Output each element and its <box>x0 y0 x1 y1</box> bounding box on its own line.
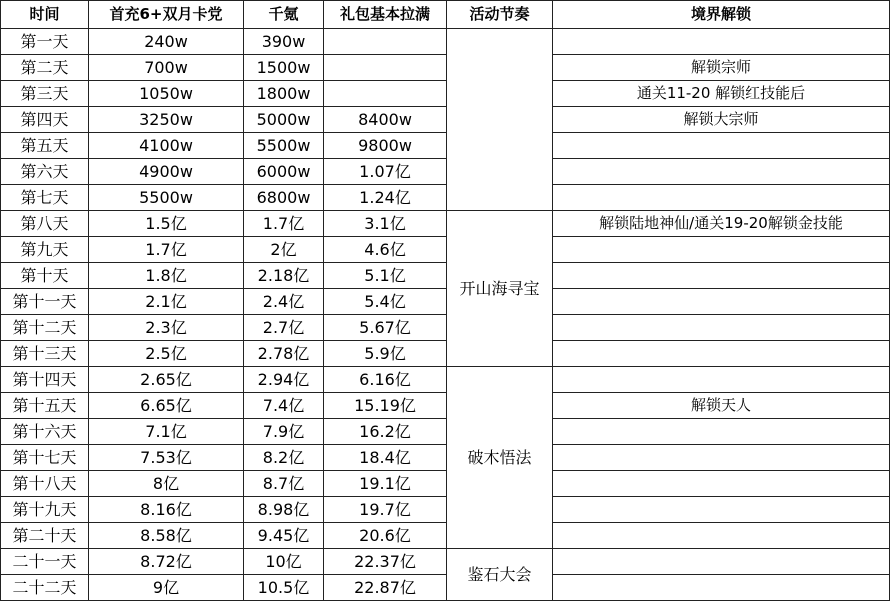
day-cell: 第九天 <box>1 237 89 263</box>
gift-pack-cell <box>324 29 447 55</box>
table-row <box>1 29 890 55</box>
realm-unlock-cell <box>553 419 890 445</box>
thousand-spend-cell: 2.94亿 <box>244 367 324 393</box>
gift-pack-cell: 20.6亿 <box>324 523 447 549</box>
day-cell: 第十天 <box>1 263 89 289</box>
first-charge-cell: 1050w <box>89 81 244 107</box>
thousand-spend-cell: 1.7亿 <box>244 211 324 237</box>
realm-unlock-cell <box>553 445 890 471</box>
gift-pack-cell: 22.37亿 <box>324 549 447 575</box>
table-row <box>1 263 890 289</box>
gift-pack-cell: 18.4亿 <box>324 445 447 471</box>
header-row <box>1 1 890 29</box>
realm-unlock-cell: 解锁天人 <box>553 393 890 419</box>
header-gift-pack-max: 礼包基本拉满 <box>324 1 447 29</box>
day-cell: 第十八天 <box>1 471 89 497</box>
thousand-spend-cell: 7.4亿 <box>244 393 324 419</box>
table-row <box>1 523 890 549</box>
day-cell: 第十四天 <box>1 367 89 393</box>
first-charge-cell: 240w <box>89 29 244 55</box>
gift-pack-cell: 3.1亿 <box>324 211 447 237</box>
table-row <box>1 159 890 185</box>
day-cell: 第十三天 <box>1 341 89 367</box>
first-charge-cell: 1.7亿 <box>89 237 244 263</box>
gift-pack-cell: 22.87亿 <box>324 575 447 601</box>
thousand-spend-cell: 2.18亿 <box>244 263 324 289</box>
thousand-spend-cell: 5500w <box>244 133 324 159</box>
day-cell: 第一天 <box>1 29 89 55</box>
table-row <box>1 471 890 497</box>
thousand-spend-cell: 9.45亿 <box>244 523 324 549</box>
table-row <box>1 185 890 211</box>
day-cell: 第十七天 <box>1 445 89 471</box>
realm-unlock-cell <box>553 549 890 575</box>
realm-unlock-cell <box>553 185 890 211</box>
header-first-charge: 首充6+双月卡党 <box>89 1 244 29</box>
day-cell: 第三天 <box>1 81 89 107</box>
first-charge-cell: 700w <box>89 55 244 81</box>
realm-unlock-cell: 解锁大宗师 <box>553 107 890 133</box>
thousand-spend-cell: 1800w <box>244 81 324 107</box>
gift-pack-cell: 16.2亿 <box>324 419 447 445</box>
table-row <box>1 341 890 367</box>
thousand-spend-cell: 8.7亿 <box>244 471 324 497</box>
thousand-spend-cell: 8.2亿 <box>244 445 324 471</box>
thousand-spend-cell: 2.7亿 <box>244 315 324 341</box>
realm-unlock-cell <box>553 341 890 367</box>
gift-pack-cell: 5.9亿 <box>324 341 447 367</box>
thousand-spend-cell: 390w <box>244 29 324 55</box>
first-charge-cell: 7.53亿 <box>89 445 244 471</box>
day-cell: 第十九天 <box>1 497 89 523</box>
realm-unlock-cell: 解锁宗师 <box>553 55 890 81</box>
header-realm-unlock: 境界解锁 <box>553 1 890 29</box>
thousand-spend-cell: 2.78亿 <box>244 341 324 367</box>
table-row <box>1 107 890 133</box>
gift-pack-cell: 8400w <box>324 107 447 133</box>
first-charge-cell: 7.1亿 <box>89 419 244 445</box>
header-thousand-spend: 千氪 <box>244 1 324 29</box>
day-cell: 二十二天 <box>1 575 89 601</box>
gift-pack-cell: 19.7亿 <box>324 497 447 523</box>
realm-unlock-cell <box>553 523 890 549</box>
first-charge-cell: 3250w <box>89 107 244 133</box>
realm-unlock-cell: 通关11-20 解锁红技能后 <box>553 81 890 107</box>
table-row <box>1 445 890 471</box>
thousand-spend-cell: 6800w <box>244 185 324 211</box>
gift-pack-cell: 15.19亿 <box>324 393 447 419</box>
realm-unlock-cell <box>553 159 890 185</box>
first-charge-cell: 9亿 <box>89 575 244 601</box>
day-cell: 第二天 <box>1 55 89 81</box>
gift-pack-cell: 5.4亿 <box>324 289 447 315</box>
table-row <box>1 575 890 601</box>
first-charge-cell: 6.65亿 <box>89 393 244 419</box>
realm-unlock-cell <box>553 133 890 159</box>
first-charge-cell: 2.65亿 <box>89 367 244 393</box>
gift-pack-cell: 1.07亿 <box>324 159 447 185</box>
event-cell: 开山海寻宝 <box>447 211 553 367</box>
table-row <box>1 55 890 81</box>
gift-pack-cell <box>324 81 447 107</box>
realm-unlock-cell <box>553 471 890 497</box>
gift-pack-cell: 5.67亿 <box>324 315 447 341</box>
first-charge-cell: 2.5亿 <box>89 341 244 367</box>
table-row <box>1 289 890 315</box>
table-row <box>1 211 890 237</box>
day-cell: 第二十天 <box>1 523 89 549</box>
realm-unlock-cell <box>553 237 890 263</box>
realm-unlock-cell <box>553 315 890 341</box>
first-charge-cell: 5500w <box>89 185 244 211</box>
first-charge-cell: 1.8亿 <box>89 263 244 289</box>
first-charge-cell: 4100w <box>89 133 244 159</box>
event-cell: 鉴石大会 <box>447 549 553 601</box>
day-cell: 第十二天 <box>1 315 89 341</box>
table-row <box>1 237 890 263</box>
first-charge-cell: 1.5亿 <box>89 211 244 237</box>
thousand-spend-cell: 10亿 <box>244 549 324 575</box>
gift-pack-cell: 19.1亿 <box>324 471 447 497</box>
first-charge-cell: 2.1亿 <box>89 289 244 315</box>
thousand-spend-cell: 6000w <box>244 159 324 185</box>
realm-unlock-cell <box>553 497 890 523</box>
realm-unlock-cell <box>553 575 890 601</box>
header-event-schedule: 活动节奏 <box>447 1 553 29</box>
thousand-spend-cell: 7.9亿 <box>244 419 324 445</box>
gift-pack-cell: 5.1亿 <box>324 263 447 289</box>
gift-pack-cell: 1.24亿 <box>324 185 447 211</box>
table-row <box>1 497 890 523</box>
thousand-spend-cell: 5000w <box>244 107 324 133</box>
day-cell: 第十一天 <box>1 289 89 315</box>
day-cell: 第五天 <box>1 133 89 159</box>
realm-unlock-cell: 解锁陆地神仙/通关19-20解锁金技能 <box>553 211 890 237</box>
first-charge-cell: 8.72亿 <box>89 549 244 575</box>
first-charge-cell: 8.16亿 <box>89 497 244 523</box>
table-row <box>1 133 890 159</box>
table-row <box>1 367 890 393</box>
header-time: 时间 <box>1 1 89 29</box>
day-cell: 第七天 <box>1 185 89 211</box>
day-cell: 第四天 <box>1 107 89 133</box>
thousand-spend-cell: 8.98亿 <box>244 497 324 523</box>
thousand-spend-cell: 1500w <box>244 55 324 81</box>
day-cell: 第六天 <box>1 159 89 185</box>
table-row <box>1 81 890 107</box>
first-charge-cell: 4900w <box>89 159 244 185</box>
realm-unlock-cell <box>553 29 890 55</box>
gift-pack-cell: 4.6亿 <box>324 237 447 263</box>
thousand-spend-cell: 10.5亿 <box>244 575 324 601</box>
table-row <box>1 315 890 341</box>
event-cell <box>447 29 553 211</box>
gift-pack-cell <box>324 55 447 81</box>
realm-unlock-cell <box>553 289 890 315</box>
thousand-spend-cell: 2亿 <box>244 237 324 263</box>
day-cell: 二十一天 <box>1 549 89 575</box>
table-row <box>1 393 890 419</box>
table-row <box>1 419 890 445</box>
day-cell: 第十六天 <box>1 419 89 445</box>
gift-pack-cell: 6.16亿 <box>324 367 447 393</box>
first-charge-cell: 2.3亿 <box>89 315 244 341</box>
realm-unlock-cell <box>553 367 890 393</box>
day-cell: 第十五天 <box>1 393 89 419</box>
gift-pack-cell: 9800w <box>324 133 447 159</box>
day-cell: 第八天 <box>1 211 89 237</box>
first-charge-cell: 8亿 <box>89 471 244 497</box>
thousand-spend-cell: 2.4亿 <box>244 289 324 315</box>
first-charge-cell: 8.58亿 <box>89 523 244 549</box>
realm-unlock-cell <box>553 263 890 289</box>
event-cell: 破木悟法 <box>447 367 553 549</box>
table-row <box>1 549 890 575</box>
